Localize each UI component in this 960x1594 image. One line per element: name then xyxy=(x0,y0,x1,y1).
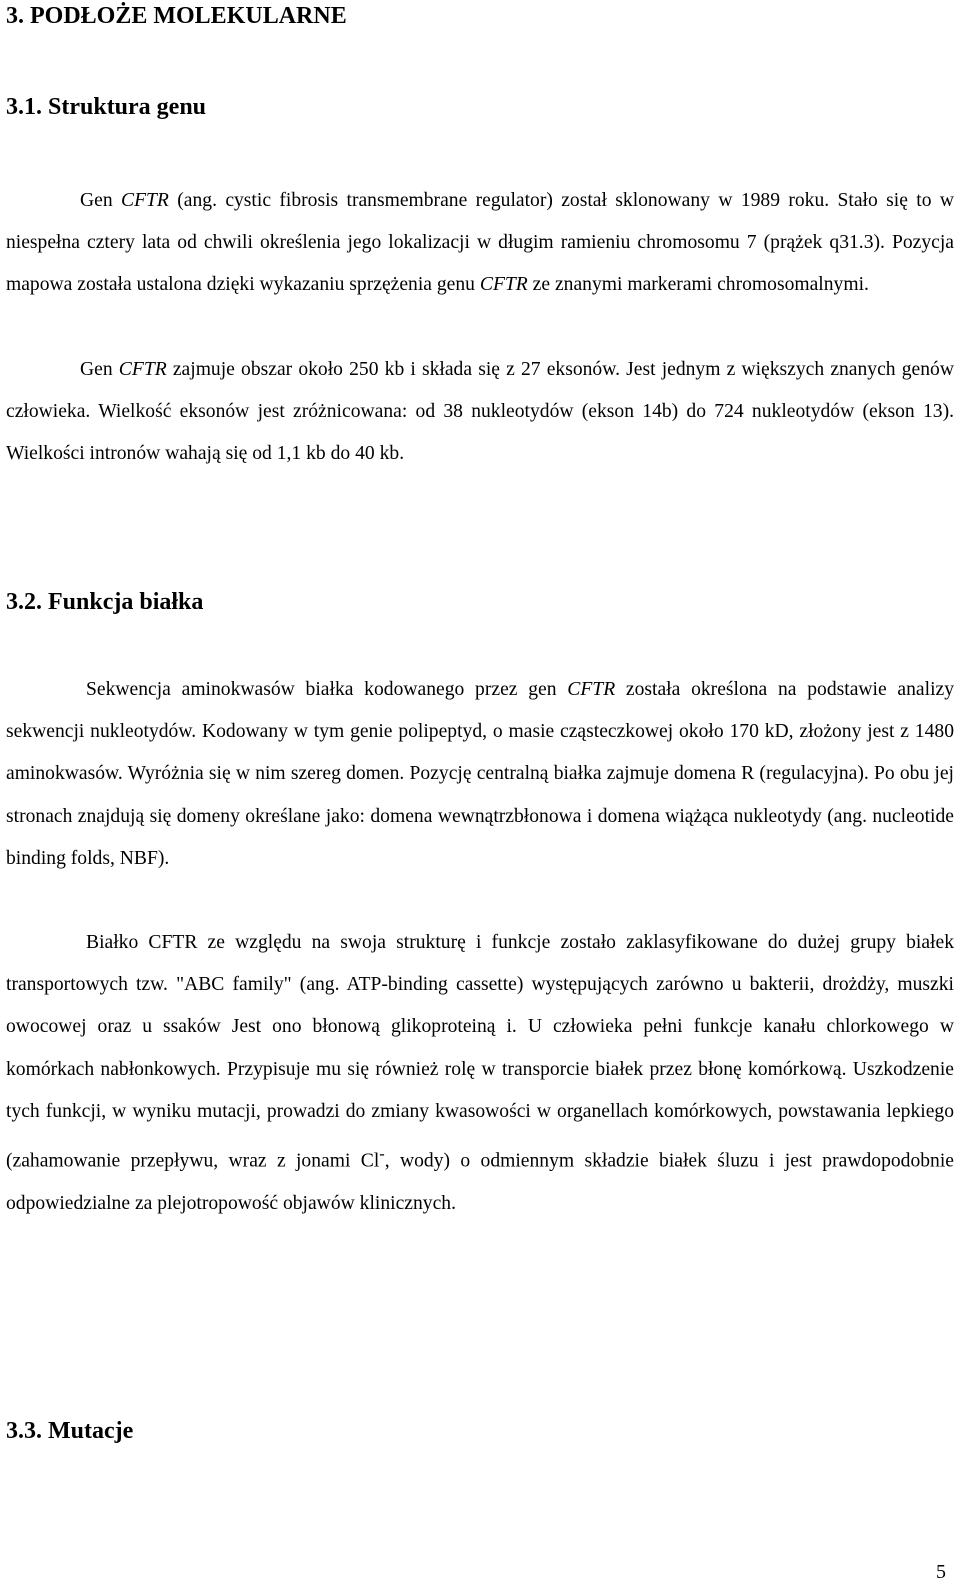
chapter-heading: 3. PODŁOŻE MOLEKULARNE xyxy=(6,3,347,29)
page-number: 5 xyxy=(936,1561,946,1583)
paragraph-protein-sequence: Sekwencja aminokwasów białka kodowanego przez gen CFTR została określona na podstawie analizy sekwencji nukleotydów. Kodowany w tym genie polipeptyd, o masie cząsteczkowej około 170 kD, złożony jest z 1480 aminokwasów. Wyróżnia się w nim szereg domen. Pozycję centralną białka zajmuje domena R (regulacyjna). Po obu jej stronach znajdują się domeny określane jako: domena wewnątrzbłonowa i domena wiążąca nukleotydy (ang. nucleotide binding folds, NBF). xyxy=(6,679,955,869)
superscript-charge: - xyxy=(379,1144,385,1164)
paragraph-gene-cloning: Gen CFTR (ang. cystic fibrosis transmembrane regulator) został sklonowany w 1989 roku. Stało się to w niespełna cztery lata od chwili określenia jego lokalizacji w długim ramieniu chromosomu 7 (prążek q31.3). Pozycja mapowa została ustalona dzięki wykazaniu sprzężenia genu CFTR ze znanymi markerami chromosomalnymi. xyxy=(6,190,954,296)
section-heading-3-3: 3.3. Mutacje xyxy=(6,1418,134,1444)
section-heading-3-2: 3.2. Funkcja białka xyxy=(6,589,204,615)
paragraph-gene-structure: Gen CFTR zajmuje obszar około 250 kb i składa się z 27 eksonów. Jest jednym z większych znanych genów człowieka. Wielkość eksonów jest zróżnicowana: od 38 nukleotydów (ekson 14b) do 724 nukleotydów (ekson 13). Wielkości intronów wahają się od 1,1 kb do 40 kb. xyxy=(6,359,954,465)
section-heading-3-1: 3.1. Struktura genu xyxy=(6,94,207,120)
gene-name: CFTR xyxy=(121,190,169,211)
gene-name: CFTR xyxy=(479,274,528,296)
gene-name: CFTR xyxy=(567,679,616,700)
paragraph-protein-function: Białko CFTR ze względu na swoja strukturę i funkcje zostało zaklasyfikowane do dużej grupy białek transportowych tzw. "ABC family" (ang. ATP-binding cassette) występujących zarówno u bakterii, drożdży, muszki owocowej oraz u ssaków Jest ono błonową glikoproteiną i. U człowieka pełni funkcje kanału chlorkowego w komórkach nabłonkowych. Przypisuje mu się również rolę w transporcie białek przez błonę komórkową. Uszkodzenie tych funkcji, w wyniku mutacji, prowadzi do zmiany kwasowości w organellach komórkowych, powstawania lepkiego (zahamowanie przepływu, wraz z jonami Cl-, wody) o odmiennym składzie białek śluzu i jest prawdopodobnie odpowiedzialne za plejotropowość objawów klinicznych. xyxy=(6,932,954,1214)
gene-name: CFTR xyxy=(118,359,167,380)
